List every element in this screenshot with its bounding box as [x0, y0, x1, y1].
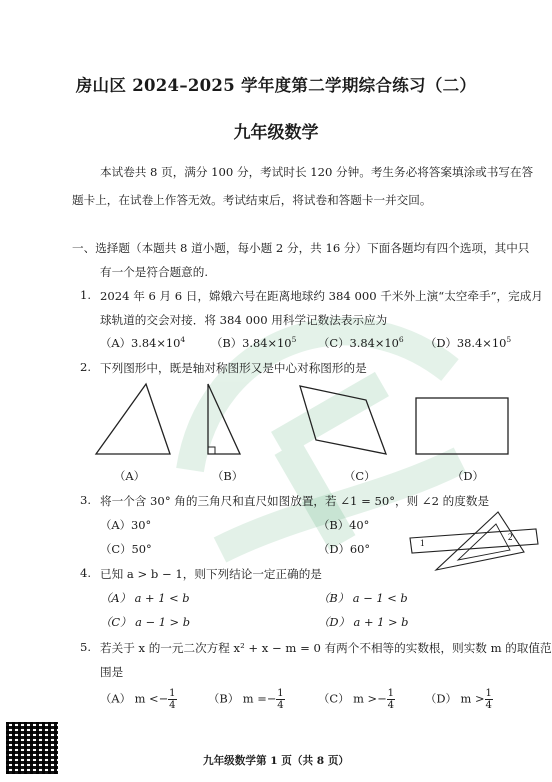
q4-option-d: （D） a + 1 > b	[318, 615, 409, 629]
q1-option-d: $(D)38.4\times 10^5$	[425, 335, 512, 350]
q4-number: 4.	[80, 566, 92, 580]
q3-option-c: （C）50°	[100, 542, 152, 556]
q4-option-a: （A） a + 1 < b	[100, 591, 190, 605]
q4-option-c: （C） a − 1 > b	[100, 615, 191, 629]
q1-line-1: 2024 年 6 月 6 日，嫦娥六号在距离地球约 384 000 千米外上演“太空牵手”，完成月	[100, 289, 543, 303]
figure-b-right-triangle	[208, 384, 240, 454]
q5-option-c: （C） m >− $\frac{1}{4}$	[318, 688, 395, 711]
intro-line-1: 本试卷共 8 页，满分 100 分，考试时长 120 分钟。考生务必将答案填涂或书写在答	[100, 165, 534, 179]
q3-option-b: （B）40°	[318, 518, 370, 532]
q1-number: 1.	[80, 288, 92, 302]
q4-text: 已知 a > b − 1，则下列结论一定正确的是	[100, 567, 322, 581]
q3-text: 将一个含 30° 角的三角尺和直尺如图放置，若 ∠1 = 50°，则 ∠2 的度数是	[100, 494, 490, 508]
intro-line-2: 题卡上，在试卷上作答无效。考试结束后，将试卷和答题卡一并交回。	[72, 193, 432, 207]
q2-number: 2.	[80, 360, 92, 374]
q1-option-a: $(A)3.84\times 10^4$	[100, 335, 186, 350]
q1-option-c: $(C)3.84\times 10^6$	[318, 335, 404, 350]
section-heading-line-1: 一、选择题（本题共 8 道小题，每小题 2 分，共 16 分）下面各题均有四个选项，其中只	[72, 241, 530, 255]
figure-d-label: （D）	[452, 469, 484, 483]
ruler	[410, 529, 538, 553]
figure-c-label: （C）	[344, 469, 376, 483]
figure-a-triangle	[96, 384, 170, 454]
angle-1-label: 1	[420, 538, 425, 548]
right-angle-mark	[208, 447, 215, 454]
q3-number: 3.	[80, 493, 92, 507]
figure-b-label: （B）	[212, 469, 244, 483]
q3-ruler-triangle-figure	[408, 508, 542, 574]
q5-option-d: （D） m > $\frac{1}{4}$	[425, 688, 492, 711]
page-footer: 九年级数学第 1 页（共 8 页）	[202, 755, 350, 767]
exam-subtitle: 九年级数学	[233, 123, 319, 143]
figure-c-parallelogram	[300, 386, 386, 454]
q3-option-d: （D）60°	[318, 542, 371, 556]
q4-option-b: （B） a − 1 < b	[318, 591, 408, 605]
q5-line-1: 若关于 x 的一元二次方程 x² + x − m = 0 有两个不相等的实数根，则实数 m 的取值范	[100, 641, 552, 655]
section-heading-line-2: 有一个是符合题意的.	[100, 265, 209, 279]
q5-option-b: （B） m =− $\frac{1}{4}$	[208, 688, 284, 711]
q5-line-2: 围是	[100, 665, 124, 679]
q1-option-b: $(B)3.84\times 10^5$	[211, 335, 297, 350]
figure-d-rectangle	[416, 398, 508, 454]
figure-a-label: （A）	[114, 469, 146, 483]
q2-figures	[90, 380, 550, 462]
q3-option-a: （A）30°	[100, 518, 152, 532]
q5-option-a: （A） m <− $\frac{1}{4}$	[100, 688, 176, 711]
q5-number: 5.	[80, 640, 92, 654]
angle-2-label: 2	[508, 532, 513, 542]
exam-title: 房山区 2024–2025 学年度第二学期综合练习（二）	[75, 76, 477, 95]
q1-line-2: 球轨道的交会对接．将 384 000 用科学记数法表示应为	[100, 313, 388, 327]
q2-text: 下列图形中，既是轴对称图形又是中心对称图形的是	[100, 361, 367, 375]
